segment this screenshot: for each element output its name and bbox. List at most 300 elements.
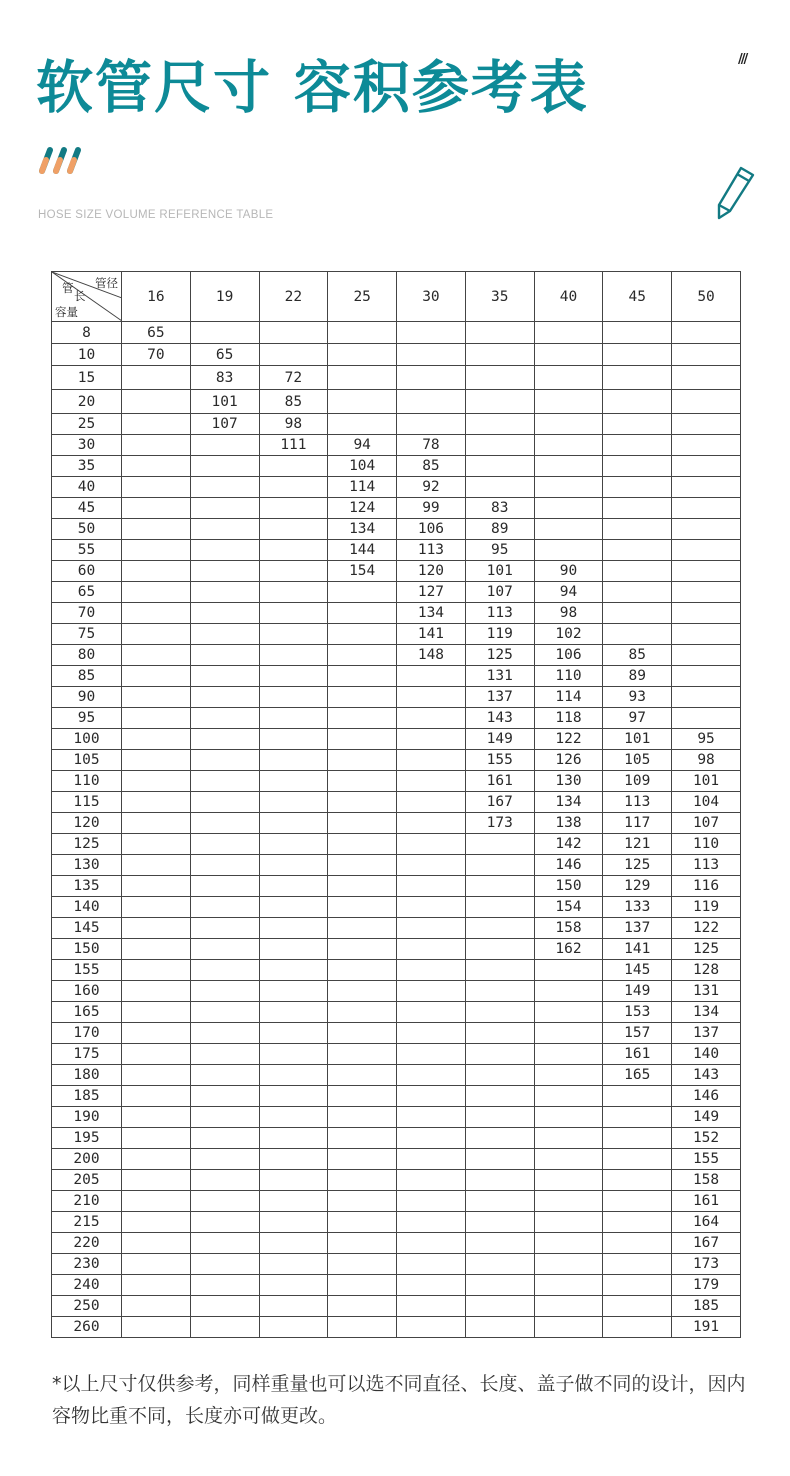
table-row <box>52 855 741 876</box>
length-cell <box>190 687 259 708</box>
length-cell: 118 <box>534 708 603 729</box>
length-cell <box>259 834 328 855</box>
corner-label-length-2: 长 <box>74 289 86 303</box>
length-cell <box>328 1086 397 1107</box>
length-cell <box>190 1107 259 1128</box>
length-cell <box>259 456 328 477</box>
corner-label-diameter: 管径 <box>95 276 118 290</box>
capacity-cell: 250 <box>52 1296 122 1317</box>
length-cell <box>672 687 741 708</box>
length-cell <box>328 1212 397 1233</box>
length-cell <box>465 322 534 344</box>
length-cell <box>534 366 603 390</box>
length-cell <box>328 750 397 771</box>
length-cell <box>672 561 741 582</box>
length-cell <box>603 1296 672 1317</box>
length-cell: 94 <box>534 582 603 603</box>
table-row <box>52 366 741 390</box>
length-cell: 97 <box>603 708 672 729</box>
length-cell <box>328 1065 397 1086</box>
capacity-cell: 75 <box>52 624 122 645</box>
length-cell <box>122 834 191 855</box>
length-cell: 102 <box>534 624 603 645</box>
length-cell <box>397 1254 466 1275</box>
length-cell <box>259 1002 328 1023</box>
length-cell <box>465 876 534 897</box>
length-cell <box>328 390 397 414</box>
length-cell: 137 <box>603 918 672 939</box>
length-cell <box>122 1107 191 1128</box>
length-cell <box>397 366 466 390</box>
table-row <box>52 834 741 855</box>
length-cell <box>190 876 259 897</box>
length-cell <box>534 540 603 561</box>
capacity-cell: 160 <box>52 981 122 1002</box>
length-cell <box>259 897 328 918</box>
slashes-mark: /// <box>738 52 747 67</box>
length-cell: 140 <box>672 1044 741 1065</box>
length-cell <box>190 771 259 792</box>
length-cell <box>190 519 259 540</box>
length-cell <box>465 366 534 390</box>
length-cell: 138 <box>534 813 603 834</box>
length-cell: 106 <box>397 519 466 540</box>
column-header: 35 <box>465 272 534 322</box>
length-cell <box>534 1149 603 1170</box>
length-cell <box>465 939 534 960</box>
length-cell <box>259 729 328 750</box>
length-cell <box>259 792 328 813</box>
table-row <box>52 498 741 519</box>
capacity-cell: 85 <box>52 666 122 687</box>
length-cell <box>122 1128 191 1149</box>
capacity-cell: 65 <box>52 582 122 603</box>
length-cell <box>397 1128 466 1149</box>
length-cell <box>122 918 191 939</box>
length-cell: 162 <box>534 939 603 960</box>
length-cell: 173 <box>465 813 534 834</box>
length-cell: 83 <box>190 366 259 390</box>
length-cell <box>672 435 741 456</box>
length-cell <box>328 366 397 390</box>
length-cell: 161 <box>465 771 534 792</box>
length-cell: 143 <box>465 708 534 729</box>
length-cell <box>603 1317 672 1338</box>
length-cell <box>397 1212 466 1233</box>
length-cell <box>259 1128 328 1149</box>
length-cell <box>122 855 191 876</box>
length-cell <box>672 603 741 624</box>
capacity-cell: 180 <box>52 1065 122 1086</box>
length-cell <box>465 477 534 498</box>
length-cell <box>190 1023 259 1044</box>
length-cell <box>122 1065 191 1086</box>
table-row <box>52 1212 741 1233</box>
length-cell <box>259 666 328 687</box>
length-cell <box>259 687 328 708</box>
table-row <box>52 603 741 624</box>
length-cell <box>122 582 191 603</box>
length-cell: 101 <box>603 729 672 750</box>
length-cell <box>465 1044 534 1065</box>
length-cell: 154 <box>328 561 397 582</box>
table-row <box>52 1275 741 1296</box>
length-cell <box>122 960 191 981</box>
length-cell: 105 <box>603 750 672 771</box>
length-cell: 116 <box>672 876 741 897</box>
length-cell: 125 <box>603 855 672 876</box>
length-cell <box>190 1317 259 1338</box>
capacity-cell: 140 <box>52 897 122 918</box>
length-cell: 111 <box>259 435 328 456</box>
length-cell <box>672 708 741 729</box>
length-cell: 155 <box>465 750 534 771</box>
length-cell: 148 <box>397 645 466 666</box>
length-cell: 72 <box>259 366 328 390</box>
length-cell: 94 <box>328 435 397 456</box>
length-cell: 113 <box>397 540 466 561</box>
length-cell: 134 <box>397 603 466 624</box>
length-cell <box>672 540 741 561</box>
length-cell <box>397 792 466 813</box>
length-cell <box>122 561 191 582</box>
length-cell <box>190 750 259 771</box>
length-cell <box>672 498 741 519</box>
length-cell <box>397 750 466 771</box>
length-cell <box>534 1044 603 1065</box>
length-cell <box>328 1107 397 1128</box>
length-cell <box>397 666 466 687</box>
length-cell <box>259 1296 328 1317</box>
table-row <box>52 897 741 918</box>
length-cell: 107 <box>672 813 741 834</box>
length-cell <box>328 708 397 729</box>
length-cell <box>603 1233 672 1254</box>
length-cell <box>190 1212 259 1233</box>
capacity-cell: 170 <box>52 1023 122 1044</box>
capacity-cell: 25 <box>52 414 122 435</box>
capacity-cell: 230 <box>52 1254 122 1275</box>
length-cell <box>190 603 259 624</box>
length-cell: 122 <box>672 918 741 939</box>
length-cell: 104 <box>672 792 741 813</box>
table-row <box>52 645 741 666</box>
capacity-cell: 185 <box>52 1086 122 1107</box>
length-cell <box>328 1275 397 1296</box>
length-cell <box>259 813 328 834</box>
length-cell <box>259 750 328 771</box>
page-title: 软管尺寸 容积参考表 <box>36 55 589 121</box>
length-cell <box>465 1149 534 1170</box>
length-cell <box>534 1233 603 1254</box>
length-cell: 126 <box>534 750 603 771</box>
length-cell <box>122 390 191 414</box>
length-cell <box>259 855 328 876</box>
length-cell <box>259 344 328 366</box>
length-cell <box>397 834 466 855</box>
length-cell: 128 <box>672 960 741 981</box>
corner-label-length-1: 管 <box>62 281 74 295</box>
length-cell <box>397 897 466 918</box>
length-cell <box>328 1254 397 1275</box>
length-cell <box>603 477 672 498</box>
length-cell: 98 <box>534 603 603 624</box>
capacity-cell: 150 <box>52 939 122 960</box>
length-cell: 142 <box>534 834 603 855</box>
length-cell <box>122 456 191 477</box>
table-row <box>52 960 741 981</box>
length-cell <box>603 1086 672 1107</box>
length-cell: 117 <box>603 813 672 834</box>
column-header: 16 <box>122 272 191 322</box>
length-cell <box>672 624 741 645</box>
length-cell <box>465 1275 534 1296</box>
length-cell: 134 <box>672 1002 741 1023</box>
length-cell <box>259 1149 328 1170</box>
length-cell: 107 <box>190 414 259 435</box>
length-cell <box>534 477 603 498</box>
length-cell <box>534 1275 603 1296</box>
length-cell <box>122 477 191 498</box>
length-cell <box>465 1107 534 1128</box>
length-cell <box>534 344 603 366</box>
capacity-cell: 80 <box>52 645 122 666</box>
length-cell: 119 <box>672 897 741 918</box>
length-cell <box>397 687 466 708</box>
length-cell: 98 <box>259 414 328 435</box>
table-row <box>52 792 741 813</box>
length-cell <box>534 1170 603 1191</box>
capacity-cell: 70 <box>52 603 122 624</box>
length-cell: 164 <box>672 1212 741 1233</box>
length-cell <box>603 1191 672 1212</box>
capacity-cell: 30 <box>52 435 122 456</box>
length-cell <box>259 981 328 1002</box>
length-cell: 137 <box>672 1023 741 1044</box>
length-cell <box>328 1191 397 1212</box>
length-cell <box>122 498 191 519</box>
length-cell <box>672 666 741 687</box>
table-row <box>52 344 741 366</box>
capacity-cell: 215 <box>52 1212 122 1233</box>
length-cell <box>534 435 603 456</box>
length-cell <box>603 1149 672 1170</box>
table-row <box>52 1233 741 1254</box>
length-cell: 101 <box>190 390 259 414</box>
length-cell <box>603 322 672 344</box>
length-cell <box>397 1086 466 1107</box>
length-cell: 110 <box>672 834 741 855</box>
length-cell <box>259 477 328 498</box>
length-cell <box>328 1023 397 1044</box>
capacity-cell: 115 <box>52 792 122 813</box>
table-row <box>52 813 741 834</box>
length-cell: 143 <box>672 1065 741 1086</box>
length-cell: 65 <box>190 344 259 366</box>
length-cell <box>534 390 603 414</box>
length-cell <box>603 498 672 519</box>
length-cell: 90 <box>534 561 603 582</box>
length-cell: 158 <box>672 1170 741 1191</box>
length-cell: 93 <box>603 687 672 708</box>
length-cell <box>465 1254 534 1275</box>
length-cell <box>465 1002 534 1023</box>
length-cell: 104 <box>328 456 397 477</box>
length-cell <box>328 771 397 792</box>
table-row <box>52 519 741 540</box>
length-cell <box>122 1191 191 1212</box>
length-cell <box>465 1170 534 1191</box>
capacity-cell: 190 <box>52 1107 122 1128</box>
length-cell <box>190 1065 259 1086</box>
length-cell <box>190 1149 259 1170</box>
length-cell <box>465 918 534 939</box>
table-row <box>52 1086 741 1107</box>
length-cell: 70 <box>122 344 191 366</box>
length-cell <box>603 414 672 435</box>
length-cell <box>328 960 397 981</box>
capacity-cell: 40 <box>52 477 122 498</box>
length-cell <box>534 1317 603 1338</box>
length-cell <box>122 1170 191 1191</box>
table-row <box>52 1128 741 1149</box>
length-cell: 133 <box>603 897 672 918</box>
length-cell <box>465 1296 534 1317</box>
capacity-cell: 55 <box>52 540 122 561</box>
length-cell <box>328 1002 397 1023</box>
length-cell <box>122 1275 191 1296</box>
length-cell <box>122 414 191 435</box>
length-cell: 120 <box>397 561 466 582</box>
capacity-cell: 100 <box>52 729 122 750</box>
length-cell: 122 <box>534 729 603 750</box>
length-cell: 85 <box>259 390 328 414</box>
length-cell <box>259 1170 328 1191</box>
length-cell <box>122 771 191 792</box>
length-cell: 158 <box>534 918 603 939</box>
length-cell <box>259 624 328 645</box>
length-cell <box>603 1254 672 1275</box>
length-cell <box>122 981 191 1002</box>
length-cell <box>534 1086 603 1107</box>
length-cell: 113 <box>603 792 672 813</box>
length-cell <box>672 582 741 603</box>
length-cell <box>122 624 191 645</box>
length-cell <box>603 1275 672 1296</box>
table-row <box>52 750 741 771</box>
length-cell <box>328 1128 397 1149</box>
table-row <box>52 876 741 897</box>
length-cell <box>122 1254 191 1275</box>
length-cell <box>190 322 259 344</box>
length-cell: 107 <box>465 582 534 603</box>
length-cell <box>534 1212 603 1233</box>
length-cell <box>672 414 741 435</box>
length-cell <box>397 939 466 960</box>
table-row <box>52 582 741 603</box>
length-cell <box>672 477 741 498</box>
length-cell <box>122 519 191 540</box>
length-cell: 185 <box>672 1296 741 1317</box>
length-cell: 157 <box>603 1023 672 1044</box>
length-cell <box>259 918 328 939</box>
length-cell: 150 <box>534 876 603 897</box>
length-cell <box>190 561 259 582</box>
length-cell: 144 <box>328 540 397 561</box>
length-cell <box>328 414 397 435</box>
length-cell <box>328 344 397 366</box>
length-cell <box>259 1086 328 1107</box>
length-cell <box>122 1317 191 1338</box>
table-row <box>52 435 741 456</box>
capacity-cell: 165 <box>52 1002 122 1023</box>
length-cell <box>465 981 534 1002</box>
length-cell <box>122 1044 191 1065</box>
table-row <box>52 1107 741 1128</box>
length-cell <box>122 1296 191 1317</box>
capacity-cell: 135 <box>52 876 122 897</box>
length-cell <box>397 708 466 729</box>
length-cell: 89 <box>603 666 672 687</box>
length-cell: 114 <box>534 687 603 708</box>
length-cell <box>259 1023 328 1044</box>
capacity-cell: 240 <box>52 1275 122 1296</box>
table-row <box>52 1023 741 1044</box>
length-cell: 113 <box>465 603 534 624</box>
length-cell <box>534 1065 603 1086</box>
length-cell <box>603 624 672 645</box>
length-cell <box>534 1254 603 1275</box>
length-cell <box>190 1275 259 1296</box>
table-row <box>52 708 741 729</box>
length-cell <box>397 322 466 344</box>
length-cell <box>603 456 672 477</box>
length-cell <box>259 1191 328 1212</box>
length-cell <box>465 1023 534 1044</box>
length-cell: 191 <box>672 1317 741 1338</box>
length-cell <box>465 435 534 456</box>
capacity-cell: 15 <box>52 366 122 390</box>
hose-size-table <box>51 271 741 1338</box>
length-cell <box>259 1317 328 1338</box>
length-cell <box>672 344 741 366</box>
length-cell: 119 <box>465 624 534 645</box>
length-cell <box>534 322 603 344</box>
length-cell: 141 <box>603 939 672 960</box>
length-cell <box>190 1170 259 1191</box>
length-cell <box>672 366 741 390</box>
length-cell <box>190 1086 259 1107</box>
striped-slashes-icon <box>36 145 88 175</box>
table-header-row <box>52 272 741 322</box>
length-cell <box>190 939 259 960</box>
length-cell <box>397 1296 466 1317</box>
length-cell: 152 <box>672 1128 741 1149</box>
length-cell: 101 <box>672 771 741 792</box>
length-cell <box>397 876 466 897</box>
length-cell <box>190 1044 259 1065</box>
length-cell: 161 <box>603 1044 672 1065</box>
length-cell <box>397 1275 466 1296</box>
length-cell: 95 <box>465 540 534 561</box>
capacity-cell: 210 <box>52 1191 122 1212</box>
length-cell: 65 <box>122 322 191 344</box>
length-cell <box>465 344 534 366</box>
length-cell <box>465 1212 534 1233</box>
length-cell <box>122 366 191 390</box>
length-cell: 146 <box>534 855 603 876</box>
column-header: 30 <box>397 272 466 322</box>
